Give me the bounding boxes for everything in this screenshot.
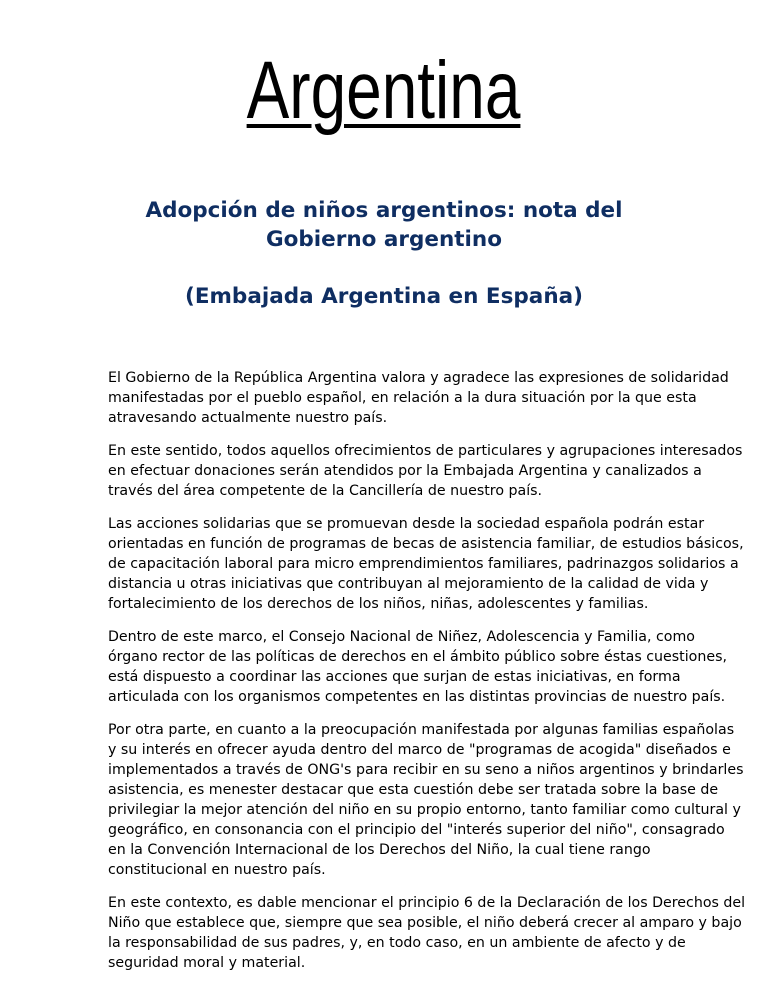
document-subtitle: (Embajada Argentina en España) bbox=[185, 284, 583, 309]
paragraph-line: asistencia, es menester destacar que esta cuestión debe ser tratada sobre la base de bbox=[108, 782, 719, 798]
paragraph-line: articulada con los organismos competentes en las distintas provincias de nuestro país. bbox=[108, 689, 726, 705]
paragraph bbox=[108, 514, 744, 614]
paragraph-line: de capacitación laboral para micro emprendimientos familiares, padrinazgos solidarios a bbox=[108, 556, 739, 572]
document-title bbox=[0, 46, 768, 136]
paragraph bbox=[108, 368, 728, 428]
paragraph-line: En este sentido, todos aquellos ofrecimientos de particulares y agrupaciones interesados bbox=[108, 443, 743, 459]
paragraph-line: fortalecimiento de los derechos de los niños, niñas, adolescentes y familias. bbox=[108, 596, 649, 612]
paragraph-line: y su interés en ofrecer ayuda dentro del marco de "programas de acogida" diseñados e bbox=[108, 742, 731, 758]
paragraph bbox=[108, 893, 746, 973]
document-body bbox=[108, 368, 746, 986]
paragraph-line: manifestadas por el pueblo español, en relación a la dura situación por la que esta bbox=[108, 390, 697, 406]
paragraph-line: geográfico, en consonancia con el principio del "interés superior del niño", consagrado bbox=[108, 822, 725, 838]
paragraph-line: Dentro de este marco, el Consejo Nacional de Niñez, Adolescencia y Familia, como bbox=[108, 629, 695, 645]
document-heading bbox=[0, 196, 768, 254]
paragraph-line: en efectuar donaciones serán atendidos por la Embajada Argentina y canalizados a bbox=[108, 463, 702, 479]
paragraph bbox=[108, 627, 728, 707]
paragraph-line: órgano rector de las políticas de derechos en el ámbito público sobre éstas cuestiones, bbox=[108, 649, 727, 665]
title-text: Argentina bbox=[247, 45, 521, 136]
paragraph-line: implementados a través de ONG's para recibir en su seno a niños argentinos y brindarles bbox=[108, 762, 744, 778]
paragraph-line: través del área competente de la Cancillería de nuestro país. bbox=[108, 483, 543, 499]
paragraph-line: seguridad moral y material. bbox=[108, 955, 306, 971]
heading-line-2: Gobierno argentino bbox=[265, 227, 503, 252]
paragraph-line: Niño que establece que, siempre que sea posible, el niño deberá crecer al amparo y bajo bbox=[108, 915, 742, 931]
paragraph-line: en la Convención Internacional de los Derechos del Niño, la cual tiene rango bbox=[108, 842, 651, 858]
paragraph-line: atravesando actualmente nuestro país. bbox=[108, 410, 388, 426]
paragraph-line: distancia u otras iniciativas que contribuyan al mejoramiento de la calidad de vida y bbox=[108, 576, 709, 592]
paragraph-line: Por otra parte, en cuanto a la preocupación manifestada por algunas familias españolas bbox=[108, 722, 735, 738]
paragraph-line: está dispuesto a coordinar las acciones que surjan de estas iniciativas, en forma bbox=[108, 669, 681, 685]
paragraph-line: la responsabilidad de sus padres, y, en todo caso, en un ambiente de afecto y de bbox=[108, 935, 686, 951]
paragraph-line: El Gobierno de la República Argentina valora y agradece las expresiones de solidaridad bbox=[108, 370, 729, 386]
paragraph-line: privilegiar la mejor atención del niño en su propio entorno, tanto familiar como cultural y bbox=[108, 802, 741, 818]
paragraph-line: constitucional en nuestro país. bbox=[108, 862, 326, 878]
paragraph bbox=[108, 441, 743, 501]
paragraph-line: En este contexto, es dable mencionar el principio 6 de la Declaración de los Derechos del bbox=[108, 895, 746, 911]
paragraph-line: orientadas en función de programas de becas de asistencia familiar, de estudios básicos, bbox=[108, 536, 744, 552]
heading-line-1: Adopción de niños argentinos: nota del bbox=[145, 198, 623, 223]
paragraph-line: Las acciones solidarias que se promuevan desde la sociedad española podrán estar bbox=[108, 516, 705, 532]
paragraph bbox=[108, 720, 744, 880]
